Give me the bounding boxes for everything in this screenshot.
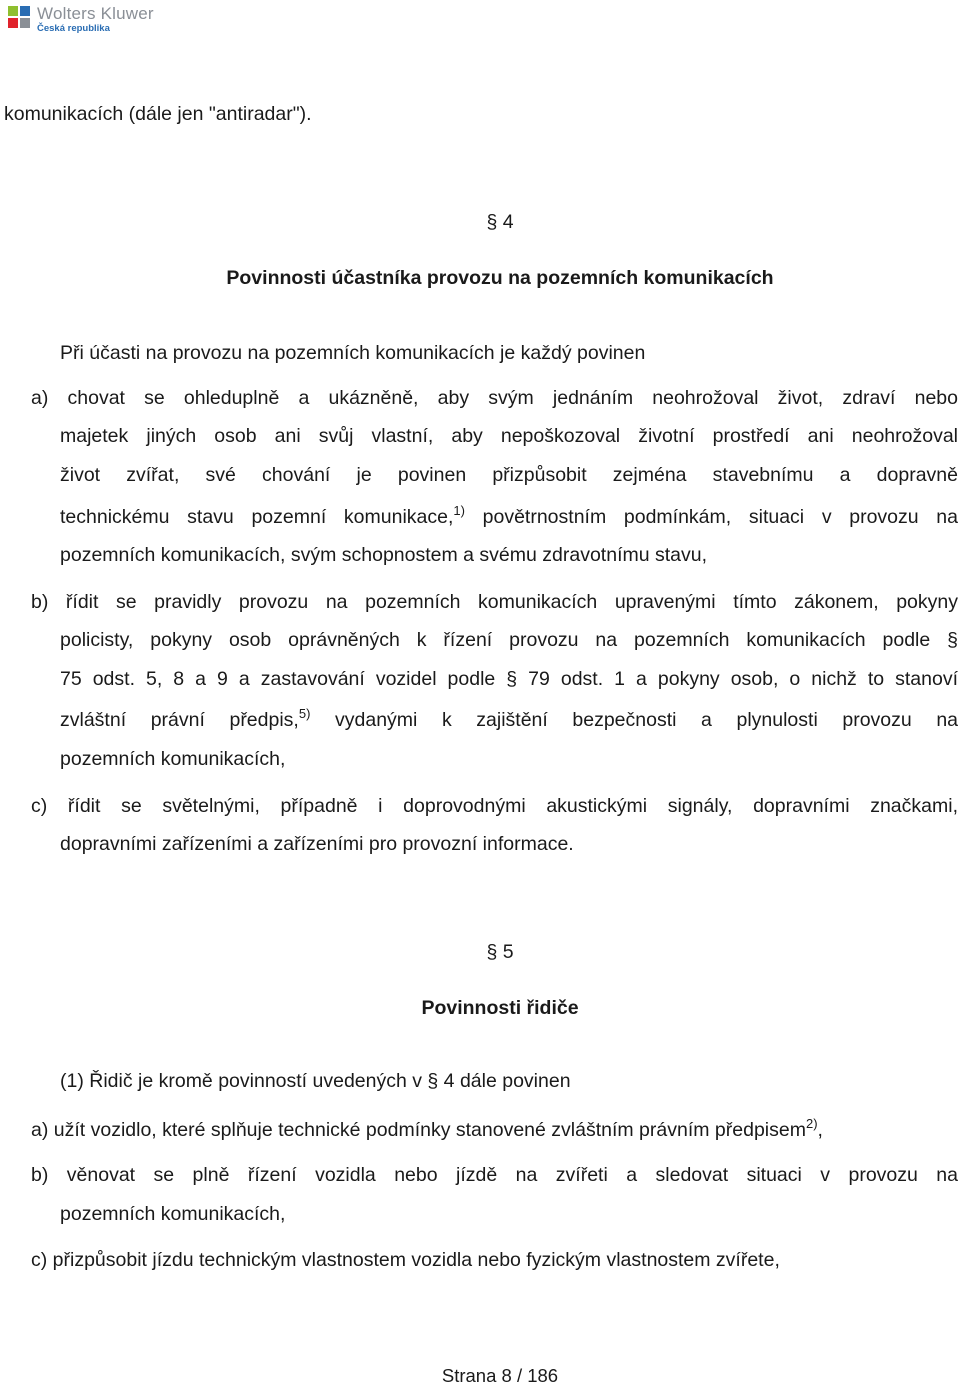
item-a-line-5: pozemních komunikacích, svým schopnostem a svému zdravotnímu stavu, xyxy=(60,544,708,566)
section-4-intro: Při účasti na provozu na pozemních komunikacích je každý povinen xyxy=(60,342,646,364)
footnote-ref: 2) xyxy=(805,1115,818,1131)
publisher-logo xyxy=(6,4,154,34)
logo-subtitle: Česká republika xyxy=(37,23,110,34)
section-4-title: Povinnosti účastníka provozu na pozemních komunikacích xyxy=(226,267,774,289)
item-f-line-1: c) přizpůsobit jízdu technickým vlastnostem vozidla nebo fyzickým vlastnostem zvířete, xyxy=(31,1249,780,1271)
item-e-line-1: b) věnovat se plně řízení vozidla nebo jízdě na zvířeti a sledovat situaci v provozu na xyxy=(31,1164,958,1186)
item-b-line-1: b) řídit se pravidly provozu na pozemních komunikacích upravenými tímto zákonem, pokyny xyxy=(31,591,958,613)
footnote-ref: 1) xyxy=(453,502,465,518)
item-c-line-2: dopravními zařízeními a zařízeními pro provozní informace. xyxy=(60,833,574,855)
item-d-line-1: a) užít vozidlo, které splňuje technické podmínky stanovené zvláštním právním předpisem$^{2)}$, xyxy=(31,1115,823,1141)
item-b-line-5: pozemních komunikacích, xyxy=(60,748,286,770)
section-5-title: Povinnosti řidiče xyxy=(421,997,579,1019)
footnote-ref: 5) xyxy=(298,705,311,721)
section-4-number: § 4 xyxy=(486,211,514,233)
item-a-line-3: život zvířat, své chování je povinen přizpůsobit zejména stavebnímu a dopravně xyxy=(60,464,958,486)
item-e-line-2: pozemních komunikacích, xyxy=(60,1203,286,1225)
page-number: Strana 8 / 186 xyxy=(441,1365,559,1386)
item-b-line-2: policisty, pokyny osob oprávněných k řízení provozu na pozemních komunikacích podle § xyxy=(60,629,958,651)
item-a-line-4: technickému stavu pozemní komunikace,$^{1)}$ povětrnostním podmínkám, situaci v provozu na xyxy=(60,502,958,528)
logo-name: Wolters Kluwer xyxy=(37,4,154,23)
paragraph-1: (1) Řidič je kromě povinností uvedených v § 4 dále povinen xyxy=(60,1070,571,1092)
wolters-kluwer-logo-icon xyxy=(6,4,34,34)
item-b-line-3: 75 odst. 5, 8 a 9 a zastavování vozidel podle § 79 odst. 1 a pokyny osob, o nichž to stanoví xyxy=(60,668,958,690)
item-c-line-1: c) řídit se světelnými, případně i doprovodnými akustickými signály, dopravními značkami, xyxy=(31,795,958,817)
section-5-number: § 5 xyxy=(486,941,514,963)
continuation-line: komunikacích (dále jen "antiradar"). xyxy=(4,103,312,125)
item-b-line-4: zvláštní právní předpis,$^{5)}$ vydanými k zajištění bezpečnosti a plynulosti provozu na xyxy=(60,705,959,731)
item-a-line-1: a) chovat se ohleduplně a ukázněně, aby svým jednáním neohrožoval život, zdraví nebo xyxy=(31,387,958,409)
item-a-line-2: majetek jiných osob ani svůj vlastní, aby nepoškozoval životní prostředí ani neohrožoval xyxy=(60,425,958,447)
